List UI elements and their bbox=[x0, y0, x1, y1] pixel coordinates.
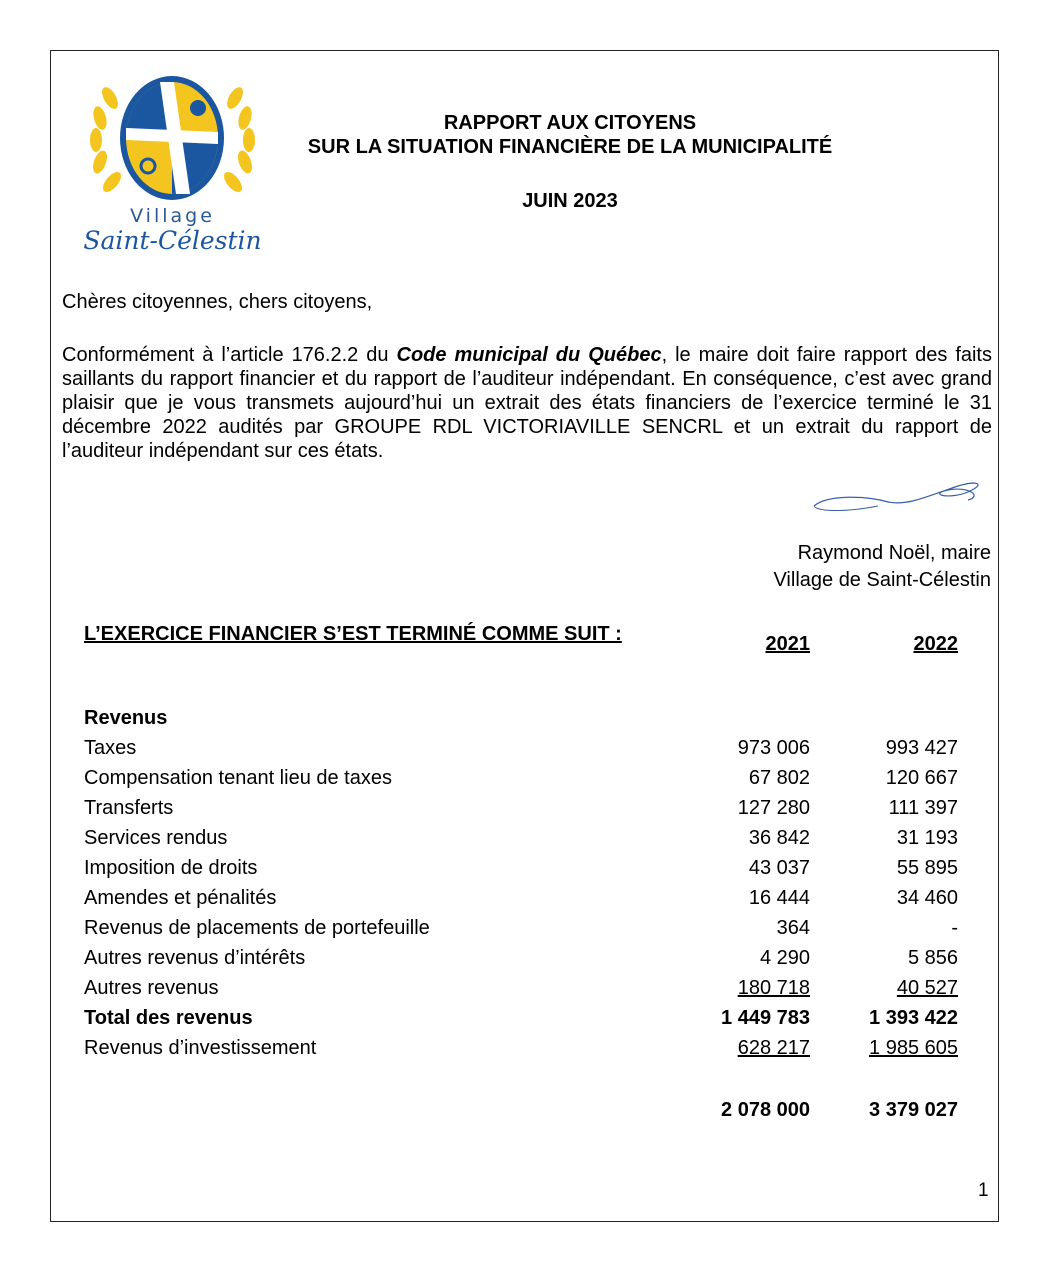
table-row bbox=[84, 883, 959, 913]
value-2022: 993 427 bbox=[885, 737, 958, 759]
value-2022: 34 460 bbox=[896, 887, 958, 909]
signer-organization: Village de Saint-Célestin bbox=[773, 569, 991, 591]
value-2022: 31 193 bbox=[896, 827, 958, 849]
letter-paragraph bbox=[62, 343, 992, 463]
row-label: Transferts bbox=[84, 797, 174, 819]
value-2022: 55 895 bbox=[896, 857, 958, 879]
value-2022 bbox=[818, 973, 958, 1003]
table-row bbox=[84, 1033, 959, 1063]
table-row bbox=[84, 793, 959, 823]
crest-icon bbox=[70, 58, 275, 208]
total-row bbox=[84, 1003, 959, 1033]
signer-name: Raymond Noël, maire bbox=[797, 542, 991, 564]
value-2021 bbox=[670, 1033, 810, 1063]
page-number: 1 bbox=[978, 1180, 989, 1201]
row-label: Total des revenus bbox=[84, 1007, 253, 1029]
value-2022: 111 397 bbox=[888, 797, 958, 819]
mayor-signature bbox=[808, 476, 990, 518]
year-header-2022: 2022 bbox=[913, 633, 958, 655]
greeting: Chères citoyennes, chers citoyens, bbox=[62, 291, 373, 313]
grand-total-2022: 3 379 027 bbox=[869, 1099, 958, 1121]
value-2021: 364 bbox=[776, 917, 810, 939]
table-heading: L’EXERCICE FINANCIER S’EST TERMINÉ COMME SUIT : bbox=[84, 623, 622, 645]
table-row bbox=[84, 823, 959, 853]
value-2022-underlined: 40 527 bbox=[896, 977, 958, 999]
value-2022: 120 667 bbox=[885, 767, 958, 789]
value-2021: 127 280 bbox=[737, 797, 810, 819]
logo-village-text: Village bbox=[130, 205, 215, 227]
report-subtitle: SUR LA SITUATION FINANCIÈRE DE LA MUNICIPALITÉ bbox=[307, 136, 833, 158]
section-heading-revenus bbox=[84, 703, 959, 733]
logo-name-text: Saint-Célestin bbox=[83, 226, 262, 255]
value-2021 bbox=[670, 973, 810, 1003]
value-2021: 1 449 783 bbox=[721, 1007, 810, 1029]
value-2021-underlined: 628 217 bbox=[737, 1037, 810, 1059]
report-title: RAPPORT AUX CITOYENS bbox=[443, 112, 697, 134]
table-row bbox=[84, 943, 959, 973]
row-label: Autres revenus d’intérêts bbox=[84, 947, 306, 969]
value-2022-underlined: 1 985 605 bbox=[869, 1037, 958, 1059]
row-label: Revenus d’investissement bbox=[84, 1037, 317, 1059]
row-label: Compensation tenant lieu de taxes bbox=[84, 767, 392, 789]
value-2021: 4 290 bbox=[759, 947, 810, 969]
table-row bbox=[84, 913, 959, 943]
value-2022 bbox=[818, 1033, 958, 1063]
row-label: Taxes bbox=[84, 737, 137, 759]
value-2021: 16 444 bbox=[748, 887, 810, 909]
code-municipal-reference: Code municipal du Québec bbox=[396, 344, 662, 366]
municipality-logo bbox=[70, 58, 275, 263]
value-2022: 5 856 bbox=[907, 947, 958, 969]
table-row bbox=[84, 973, 959, 1003]
row-label: Services rendus bbox=[84, 827, 228, 849]
value-2021-underlined: 180 718 bbox=[737, 977, 810, 999]
table-row bbox=[84, 733, 959, 763]
paragraph-text-start: Conformément à l’article 176.2.2 du bbox=[62, 344, 397, 366]
table-row bbox=[84, 853, 959, 883]
row-label: Autres revenus bbox=[84, 977, 219, 999]
table-row bbox=[84, 763, 959, 793]
paragraph-text-end: , le maire doit faire rapport des faits saillants du rapport financier et du rapport de l’auditeur indépendant. En conséquence, c’est avec grand plaisir que je vous transmets aujourd’hui un extrait des états financiers de l’exercice terminé le 31 décembre 2022 audités par GROUPE RDL VICTORIAVILLE SENCRL et un extrait du rapport de l’auditeur indépendant sur ces états. bbox=[62, 344, 992, 462]
value-2021: 67 802 bbox=[748, 767, 810, 789]
section-label: Revenus bbox=[84, 707, 168, 729]
row-label: Amendes et pénalités bbox=[84, 887, 277, 909]
value-2022: 1 393 422 bbox=[869, 1007, 958, 1029]
report-date: JUIN 2023 bbox=[522, 190, 618, 212]
value-2022: - bbox=[951, 917, 958, 939]
grand-total-row bbox=[84, 1095, 959, 1125]
year-header-2021: 2021 bbox=[765, 633, 810, 655]
grand-total-2021: 2 078 000 bbox=[721, 1099, 810, 1121]
row-label: Revenus de placements de portefeuille bbox=[84, 917, 430, 939]
value-2021: 36 842 bbox=[748, 827, 810, 849]
value-2021: 43 037 bbox=[748, 857, 810, 879]
value-2021: 973 006 bbox=[737, 737, 810, 759]
row-label: Imposition de droits bbox=[84, 857, 258, 879]
